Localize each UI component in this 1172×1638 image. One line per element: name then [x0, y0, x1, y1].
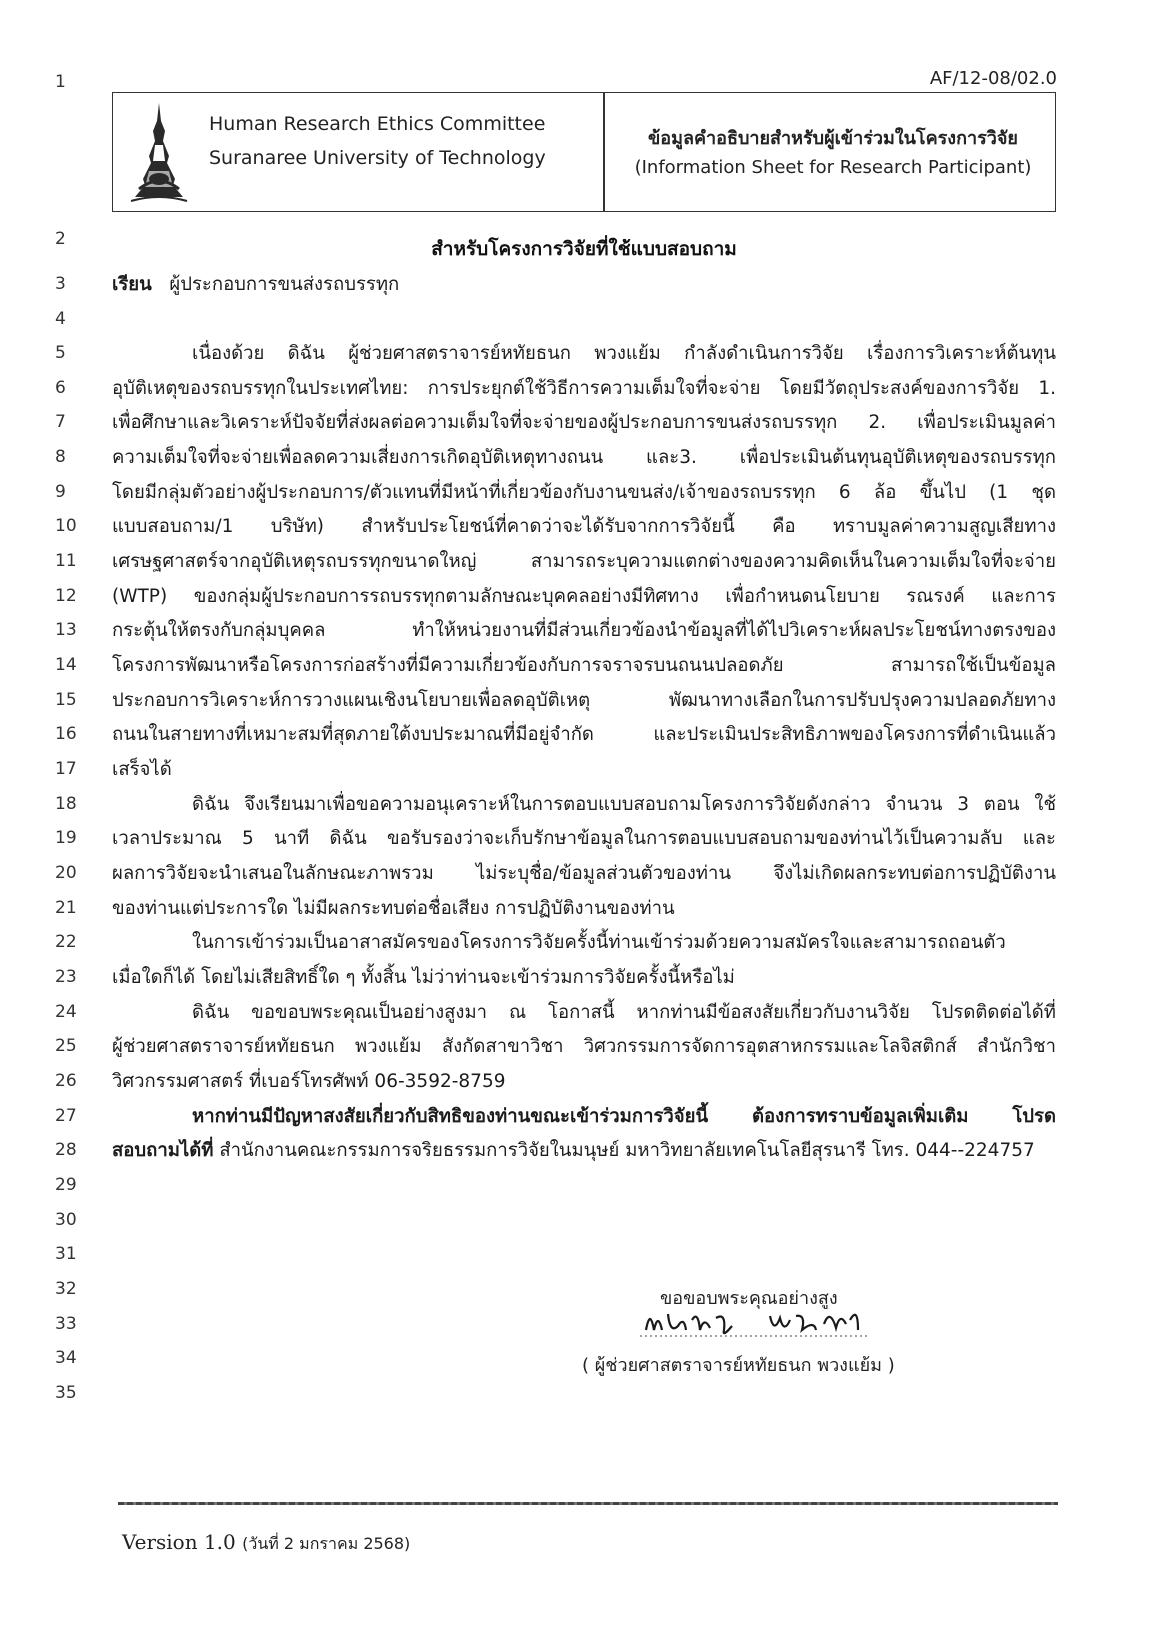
body-line: เวลาประมาณ 5 นาที ดิฉัน ขอรับรองว่าจะเก็บรักษาข้อมูลในการตอบแบบสอบถามของท่านไว้เป็นความลับ และ — [112, 828, 1056, 849]
info-sheet-title-en: (Information Sheet for Research Participant) — [634, 157, 1032, 178]
body-line: วิศวกรรมศาสตร์ ที่เบอร์โทรศัพท์ 06-3592-8759 — [112, 1071, 506, 1092]
version-date: (วันที่ 2 มกราคม 2568) — [242, 1534, 411, 1553]
line-number: 31 — [55, 1244, 77, 1264]
salutation-recipient: ผู้ประกอบการขนส่งรถบรรทุก — [169, 274, 400, 295]
line-number: 13 — [55, 620, 77, 640]
body-line: เศรษฐศาสตร์จากอุบัติเหตุรถบรรทุกขนาดใหญ่ สามารถระบุความแตกต่างของความคิดเห็นในความเต็มใจที่จะจ่าย — [112, 551, 1056, 572]
body-line — [112, 1142, 1056, 1161]
version-label: Version 1.0 — [122, 1530, 236, 1554]
line-number: 12 — [55, 586, 77, 606]
body-line: (WTP) ของกลุ่มผู้ประกอบการรถบรรทุกตามลักษณะบุคคลอย่างมีทิศทาง เพื่อกำหนดนโยบาย รณรงค์ และการ — [112, 586, 1056, 607]
line-number: 7 — [55, 412, 66, 432]
line-number: 18 — [55, 794, 77, 814]
header-box — [112, 92, 1056, 212]
body-line: ดิฉัน ขอขอบพระคุณเป็นอย่างสูงมา ณ โอกาสนี้ หากท่านมีข้อสงสัยเกี่ยวกับงานวิจัย โปรดติดต่อได้ที่ — [192, 1002, 1056, 1023]
line-number: 32 — [55, 1279, 77, 1299]
document-title: สำหรับโครงการวิจัยที่ใช้แบบสอบถาม — [431, 238, 737, 260]
line-number: 30 — [55, 1210, 77, 1230]
line-number: 1 — [55, 72, 66, 92]
body-line: อุบัติเหตุของรถบรรทุกในประเทศไทย: การประยุกต์ใช้วิธีการความเต็มใจที่จะจ่าย โดยมีวัตถุประสงค์ของการวิจัย 1. — [112, 378, 1056, 399]
body-line: เนื่องด้วย ดิฉัน ผู้ช่วยศาสตราจารย์หทัยธนก พวงแย้ม กำลังดำเนินการวิจัย เรื่องการวิเคราะห์ต้นทุน — [192, 343, 1056, 364]
line-number: 24 — [55, 1002, 77, 1022]
body-line: กระตุ้นให้ตรงกับกลุ่มบุคคล ทำให้หน่วยงานที่มีส่วนเกี่ยวข้องนำข้อมูลที่ได้ไปวิเคราะห์ผลประโยชน์ทางตรงของ — [112, 620, 1056, 641]
contact-label: สอบถามได้ที่ — [112, 1140, 214, 1161]
signer-name: ( ผู้ช่วยศาสตราจารย์หทัยธนก พวงแย้ม ) — [582, 1355, 895, 1376]
line-number: 19 — [55, 828, 77, 848]
line-number: 23 — [55, 967, 77, 987]
body-line: ประกอบการวิเคราะห์การวางแผนเชิงนโยบายเพื่อลดอุบัติเหตุ พัฒนาทางเลือกในการปรับปรุงความปลอดภัยทาง — [112, 690, 1056, 711]
body-line: ในการเข้าร่วมเป็นอาสาสมัครของโครงการวิจัยครั้งนี้ท่านเข้าร่วมด้วยความสมัครใจและสามารถถอนตัว — [192, 932, 1006, 953]
line-number: 9 — [55, 482, 66, 502]
line-number: 33 — [55, 1314, 77, 1334]
university-logo-icon — [127, 101, 191, 205]
salutation — [112, 276, 1056, 295]
line-number: 3 — [55, 274, 66, 294]
handwritten-signature — [640, 1290, 880, 1350]
body-line: โครงการพัฒนาหรือโครงการก่อสร้างที่มีความเกี่ยวข้องกับการจราจรบนถนนปลอดภัย สามารถใช้เป็นข้อมูล — [112, 655, 1056, 676]
line-number: 5 — [55, 343, 66, 363]
line-number: 6 — [55, 378, 66, 398]
info-sheet-title-th: ข้อมูลคำอธิบายสำหรับผู้เข้าร่วมในโครงการวิจัย — [648, 128, 1018, 149]
university-name: Suranaree University of Technology — [209, 147, 546, 169]
contact-details: สำนักงานคณะกรรมการจริยธรรมการวิจัยในมนุษย์ มหาวิทยาลัยเทคโนโลยีสุรนารี โทร. 044--224757 — [213, 1140, 1035, 1161]
line-number: 21 — [55, 898, 77, 918]
body-line: หากท่านมีปัญหาสงสัยเกี่ยวกับสิทธิของท่านขณะเข้าร่วมการวิจัยนี้ ต้องการทราบข้อมูลเพิ่มเติม โปรด — [192, 1106, 1056, 1127]
line-number: 16 — [55, 724, 77, 744]
footer-version — [122, 1530, 410, 1557]
committee-name: Human Research Ethics Committee — [209, 113, 546, 135]
line-number: 11 — [55, 551, 77, 571]
body-line: โดยมีกลุ่มตัวอย่างผู้ประกอบการ/ตัวแทนที่มีหน้าที่เกี่ยวข้องกับงานขนส่ง/เจ้าของรถบรรทุก 6 ล้อ ขึ้นไป (1 ชุด — [112, 482, 1056, 503]
body-line: แบบสอบถาม/1 บริษัท) สำหรับประโยชน์ที่คาดว่าจะได้รับจากการวิจัยนี้ คือ ทราบมูลค่าความสูญเสียทาง — [112, 516, 1056, 537]
body-line: เสร็จได้ — [112, 759, 172, 780]
body-line: เพื่อศึกษาและวิเคราะห์ปัจจัยที่ส่งผลต่อความเต็มใจที่จะจ่ายของผู้ประกอบการขนส่งรถบรรทุก 2. เพื่อประเมินมูลค่า — [112, 412, 1056, 433]
body-line: ความเต็มใจที่จะจ่ายเพื่อลดความเสี่ยงการเกิดอุบัติเหตุทางถนน และ3. เพื่อประเมินต้นทุนอุบัติเหตุของรถบรรทุก — [112, 447, 1056, 468]
footer-rule — [118, 1502, 1058, 1505]
line-number: 8 — [55, 447, 66, 467]
line-number: 2 — [55, 229, 66, 249]
line-number: 17 — [55, 759, 77, 779]
line-number: 20 — [55, 863, 77, 883]
body-line: ผลการวิจัยจะนำเสนอในลักษณะภาพรวม ไม่ระบุชื่อ/ข้อมูลส่วนตัวของท่าน จึงไม่เกิดผลกระทบต่อการปฏิบัติงาน — [112, 863, 1056, 884]
line-number: 10 — [55, 516, 77, 536]
body-line: เมื่อใดก็ได้ โดยไม่เสียสิทธิ์ใด ๆ ทั้งสิ้น ไม่ว่าท่านจะเข้าร่วมการวิจัยครั้งนี้หรือไม่ — [112, 967, 735, 988]
body-line: ถนนในสายทางที่เหมาะสมที่สุดภายใต้งบประมาณที่มีอยู่จำกัด และประเมินประสิทธิภาพของโครงการที่ดำเนินแล้ว — [112, 724, 1056, 745]
body-line: ดิฉัน จึงเรียนมาเพื่อขอความอนุเคราะห์ในการตอบแบบสอบถามโครงการวิจัยดังกล่าว จำนวน 3 ตอน ใช้ — [192, 794, 1056, 815]
line-number: 25 — [55, 1036, 77, 1056]
body-line: ของท่านแต่ประการใด ไม่มีผลกระทบต่อชื่อเสียง การปฏิบัติงานของท่าน — [112, 898, 675, 919]
closing-thanks: ขอขอบพระคุณอย่างสูง — [660, 1288, 838, 1309]
line-number: 28 — [55, 1140, 77, 1160]
line-number: 26 — [55, 1071, 77, 1091]
line-number: 4 — [55, 309, 66, 329]
line-number: 14 — [55, 655, 77, 675]
line-number: 29 — [55, 1175, 77, 1195]
line-number: 27 — [55, 1106, 77, 1126]
document-code: AF/12-08/02.0 — [929, 68, 1057, 89]
header-divider — [603, 93, 605, 211]
body-line: ผู้ช่วยศาสตราจารย์หทัยธนก พวงแย้ม สังกัดสาขาวิชา วิศวกรรมการจัดการอุตสาหกรรมและโลจิสติกส์ สำนักวิชา — [112, 1036, 1056, 1057]
salutation-label: เรียน — [112, 274, 152, 295]
line-number: 35 — [55, 1383, 77, 1403]
line-number: 34 — [55, 1348, 77, 1368]
line-number: 15 — [55, 690, 77, 710]
line-number: 22 — [55, 932, 77, 952]
